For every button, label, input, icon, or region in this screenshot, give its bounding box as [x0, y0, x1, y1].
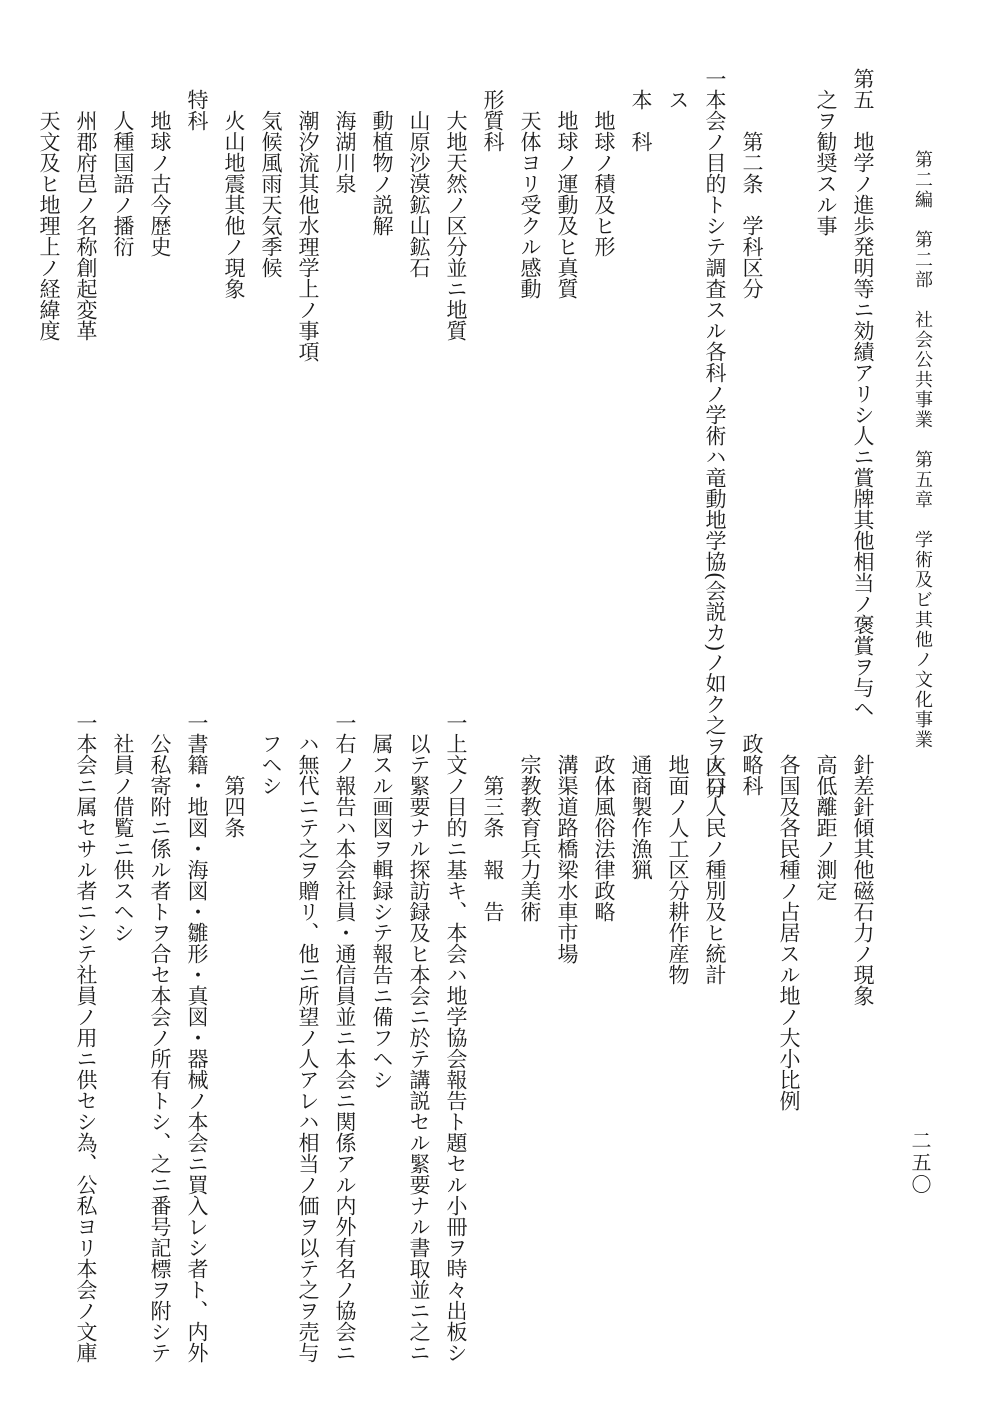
- text-column: 特科: [185, 89, 209, 131]
- text-column: 州郡府邑ノ名称創起変革: [74, 110, 98, 341]
- text-column: 地面ノ人工区分耕作産物: [666, 754, 690, 985]
- text-column: 山原沙漠鉱山鉱石: [407, 110, 431, 278]
- text-column: 社員ノ借覧ニ供スヘシ: [111, 733, 135, 943]
- text-column: 之ヲ勧奨スル事: [814, 89, 838, 236]
- text-column: 天文及ヒ地理上ノ経緯度: [37, 110, 61, 341]
- text-column: 本 科: [629, 89, 653, 152]
- text-column: 一上文ノ目的ニ基キ、本会ハ地学協会報告ト題セル小冊ヲ時々出板シ: [444, 712, 468, 1363]
- text-column: 各国及各民種ノ占居スル地ノ大小比例: [777, 754, 801, 1111]
- text-column: 針差針傾其他磁石力ノ現象: [851, 754, 875, 1006]
- lower-text-block: [51, 712, 881, 1363]
- text-column: 公私寄附ニ係ル者トヲ合セ本会ノ所有トシ、之ニ番号記標ヲ附シテ: [148, 733, 172, 1363]
- text-column: 人口人民ノ種別及ヒ統計: [703, 754, 727, 985]
- text-column: ハ無代ニテ之ヲ贈リ、他ニ所望ノ人アレハ相当ノ価ヲ以テ之ヲ売与: [296, 733, 320, 1363]
- text-column: 一本会ニ属セサル者ニシテ社員ノ用ニ供セシ為、公私ヨリ本会ノ文庫: [74, 712, 98, 1363]
- text-column: 一右ノ報告ハ本会社員・通信員並ニ本会ニ関係アル内外有名ノ協会ニ: [333, 712, 357, 1363]
- text-column: 政略科: [740, 733, 764, 796]
- text-column: 以テ緊要ナル探訪録及ヒ本会ニ於テ講説セル緊要ナル書取並ニ之ニ: [407, 733, 431, 1363]
- text-column: 地球ノ積及ヒ形: [592, 110, 616, 257]
- text-column: 一書籍・地図・海図・雛形・真図・器械ノ本会ニ買入レシ者ト、内外: [185, 712, 209, 1363]
- text-column: 形質科: [481, 89, 505, 152]
- text-column: 通商製作漁猟: [629, 754, 653, 880]
- text-column: 第三条 報 告: [481, 775, 505, 922]
- page-number: 二五〇: [908, 1130, 932, 1196]
- text-column: 第二条 学科区分: [740, 131, 764, 299]
- text-column: 天体ヨリ受クル感動: [518, 110, 542, 299]
- text-column: 人種国語ノ播衍: [111, 110, 135, 257]
- text-column: 動植物ノ説解: [370, 110, 394, 236]
- text-column: フヘシ: [259, 733, 283, 796]
- text-column: 高低離距ノ測定: [814, 754, 838, 901]
- text-column: [770, 68, 807, 668]
- text-column: 政体風俗法律政略: [592, 754, 616, 922]
- text-column: 第五 地学ノ進歩発明等ニ効績アリシ人ニ賞牌其他相当ノ褒賞ヲ与ヘ: [851, 68, 875, 719]
- text-column: 火山地震其他ノ現象: [222, 110, 246, 299]
- text-column: 宗教教育兵力美術: [518, 754, 542, 922]
- text-column: 気候風雨天気季候: [259, 110, 283, 278]
- text-column: 地球ノ古今歴史: [148, 110, 172, 257]
- text-column: 海湖川泉: [333, 110, 357, 194]
- text-column: 潮汐流其他水理学上ノ事項: [296, 110, 320, 362]
- text-column: ス: [666, 89, 690, 110]
- text-column: 大地天然ノ区分並ニ地質: [444, 110, 468, 341]
- running-head: 第二編 第二部 社会公共事業 第五章 学術及ビ其他ノ文化事業: [912, 150, 933, 750]
- text-column: 一本会ノ目的トシテ調査スル各科ノ学術ハ竜動地学協(会説カ)ノ如ク之ヲ区分: [703, 68, 727, 799]
- text-column: 第四条: [222, 775, 246, 838]
- text-column: 地球ノ運動及ヒ真質: [555, 110, 579, 299]
- text-column: 溝渠道路橋梁水車市場: [555, 754, 579, 964]
- text-column: 属スル画図ヲ輯録シテ報告ニ備フヘシ: [370, 733, 394, 1090]
